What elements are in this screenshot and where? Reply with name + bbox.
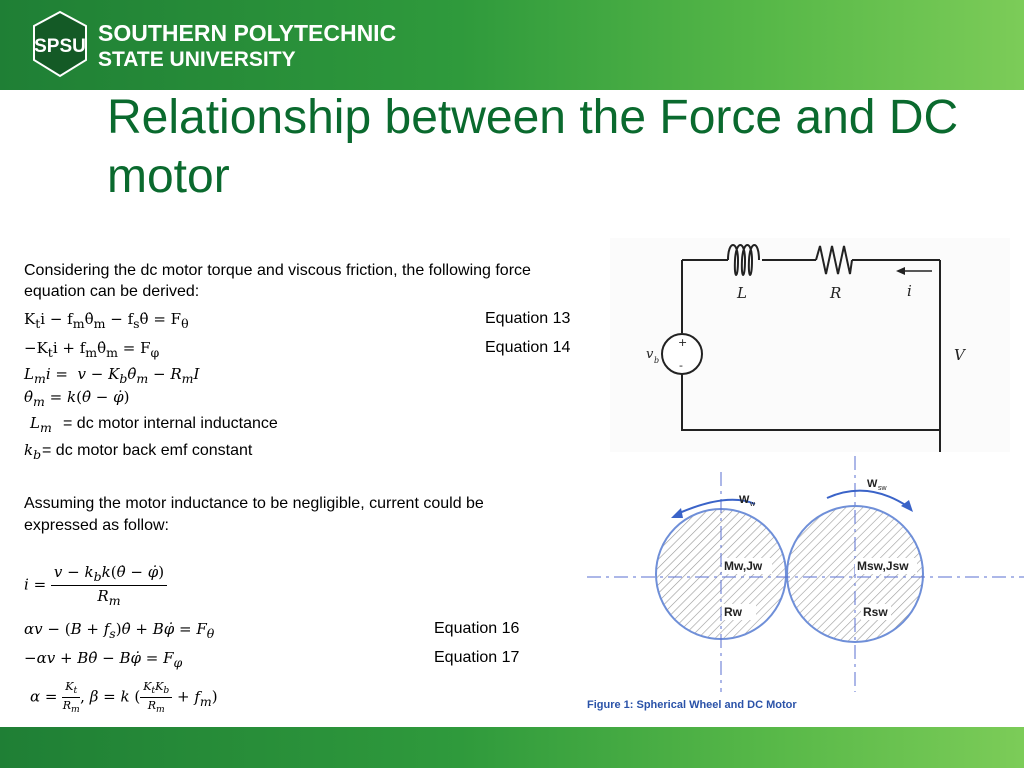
equation-17-label: Equation 17 [434,649,520,666]
omega-sw-subscript: sw [878,485,887,492]
logo-text: SPSU [34,36,86,57]
omega-w-subscript: w [750,501,756,508]
lm-symbol: $L_m$ [30,414,52,435]
omega-w-label: W [739,494,750,506]
spherical-wheel-diagram [587,452,1024,718]
equation-16-label: Equation 16 [434,620,520,637]
header-banner [0,0,1024,90]
intro-text-line2: equation can be derived: [24,283,200,300]
voltage-label: V [954,346,965,364]
equation-theta-m: $\thetȧ_m$ = k(θ̇ − φ̇) [24,388,130,409]
kb-symbol: $k_b$ [24,441,42,462]
university-logo [0,0,1024,90]
lm-definition: = dc motor internal inductance [63,415,278,432]
right-wheel-mass-inertia-label: Msw,Jsw [857,559,909,573]
inductor-label: L [737,284,747,302]
footer-banner [0,727,1024,768]
equation-14-label: Equation 14 [485,339,571,356]
equation-14: $-K_ti$ + $f_m\thetȧ_m = F_\varphi$ [24,339,160,360]
equation-motor-voltage: $L_mi = v$ − $K_b\thetȧ_m - R_mI$ [24,365,200,386]
left-wheel-radius-label: Rw [724,605,742,619]
equation-16: $\alpha v - (B + f_s)\thetȧ$ + Bφ̇ = $F_\theta$ [24,620,215,641]
kb-definition: = dc motor back emf constant [42,442,253,459]
intro-text-line1: Considering the dc motor torque and viscous friction, the following force [24,262,531,279]
motor-circuit-diagram [610,238,1010,452]
minus-sign: - [679,359,683,372]
university-name-line1: SOUTHERN POLYTECHNIC [98,20,397,46]
left-wheel-mass-inertia-label: Mw,Jw [724,559,763,573]
figure-caption: Figure 1: Spherical Wheel and DC Motor [587,699,797,711]
assumption-text-line2: expressed as follow: [24,517,169,534]
current-label: i [907,282,912,300]
right-wheel-radius-label: Rsw [863,605,888,619]
back-emf-subscript: b [654,356,660,365]
equation-13-label: Equation 13 [485,310,571,327]
slide-title: Relationship between the Force and DC motor [107,91,959,203]
university-name-line2: STATE UNIVERSITY [98,48,296,71]
equation-17: −αv + Bθ̇ − Bφ̇ = $F_\varphi$ [24,649,183,670]
omega-sw-label: W [867,478,878,490]
resistor-label: R [830,284,842,302]
equation-13: $K_ti$ − $f_m\thetȧ_m$ − $f_s\thetȧ = F_\theta$ [24,310,189,331]
back-emf-label: v [646,347,654,362]
equation-current: i = $\frac{v - k_bk(\thetȧ - \varphi̇)}{R_m}$ [24,563,167,608]
plus-sign: + [678,336,688,349]
assumption-text-line1: Assuming the motor inductance to be negligible, current could be [24,495,484,512]
equation-alpha-beta: α = $\frac{K_t}{R_m}$ , β = k ( $\frac{K_tK_b}{R_m}$ + $f_m$) [30,680,218,716]
